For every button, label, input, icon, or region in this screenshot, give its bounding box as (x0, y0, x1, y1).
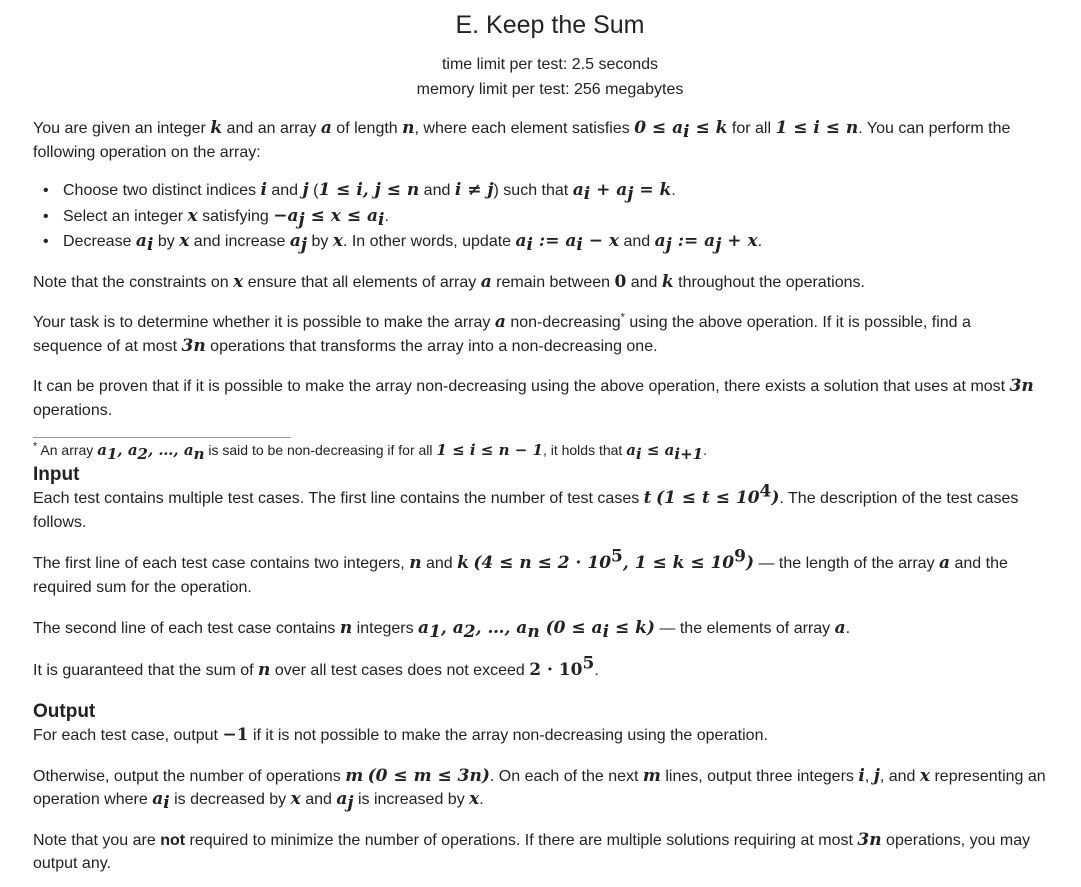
output-paragraph-3: Note that you are not required to minimize the number of operations. If there are multiple solutions requiring at most 3n operations, you may output any. (33, 829, 1031, 872)
time-limit: time limit per test: 2.5 seconds (441, 56, 659, 73)
output-paragraph-2: Otherwise, output the number of operations m (0 ≤ m ≤ 3n). On each of the next m lines, output three integers i, j, and x representing an operation where $a_i$ is decreased by x and $a_j$ is increased by x. (33, 765, 1046, 814)
operation-list (33, 178, 1063, 255)
statement-paragraph-1: You are given an integer k and an array a of length n, where each element satisfies $0 \le a_i \le k$ for all 1 ≤ i ≤ n. You can perform the following operation on the array: (33, 118, 1011, 161)
statement-paragraph-3: Your task is to determine whether it is possible to make the array a non-decreasing* using the above operation. If it is possible, find a sequence of at most 3n operations that transforms the array into a non-decreasing one. (33, 311, 971, 356)
problem-title: E. Keep the Sum (455, 11, 645, 39)
output-heading: Output (33, 701, 96, 722)
problem-statement (33, 117, 1063, 876)
input-paragraph-1: Each test contains multiple test cases. The first line contains the number of test cases t $(1 \le t \le 10^4)$. The description of the test cases follows. (33, 481, 1019, 531)
footnote: * An array $a_1$, $a_2$, …, $a_n$ is said to be non-decreasing if for all 1 ≤ i ≤ n − 1, it holds that $a_i \le a_{i+1}$. (33, 440, 707, 463)
footnote-divider (33, 437, 291, 438)
problem-header (0, 10, 1081, 102)
list-item: • Select an integer x satisfying $-a_j \le x \le a_i$. (63, 204, 1063, 230)
list-item: • Decrease $a_i$ by x and increase $a_j$ by x. In other words, update $a_i$ := $a_i - x$ and $a_j$ := $a_j + x$. (63, 229, 1063, 255)
input-paragraph-2: The first line of each test case contains two integers, n and k ($4 \le n \le 2 \cdot 10^5$, $1 \le k \le 10^9$) — the length of the array a and the required sum for the operation. (33, 546, 1008, 596)
statement-paragraph-2: Note that the constraints on x ensure that all elements of array a remain between 0 and k throughout the operations. (33, 271, 865, 292)
output-paragraph-1: For each test case, output −1 if it is not possible to make the array non-decreasing using the operation. (33, 725, 768, 745)
list-item: • Choose two distinct indices i and j (1 ≤ i, j ≤ n and i ≠ j) such that $a_i + a_j = k$. (63, 178, 1063, 204)
statement-paragraph-4: It can be proven that if it is possible to make the array non-decreasing using the above operation, there exists a solution that uses at most 3n operations. (33, 376, 1034, 419)
input-heading: Input (33, 464, 80, 485)
input-paragraph-3: The second line of each test case contains n integers $a_1$, $a_2$, …, $a_n$ $(0 \le a_i \le k)$ — the elements of array a. (33, 618, 851, 643)
input-paragraph-4: It is guaranteed that the sum of n over all test cases does not exceed $2 \cdot 10^5$. (33, 653, 599, 680)
memory-limit: memory limit per test: 256 megabytes (416, 81, 684, 98)
